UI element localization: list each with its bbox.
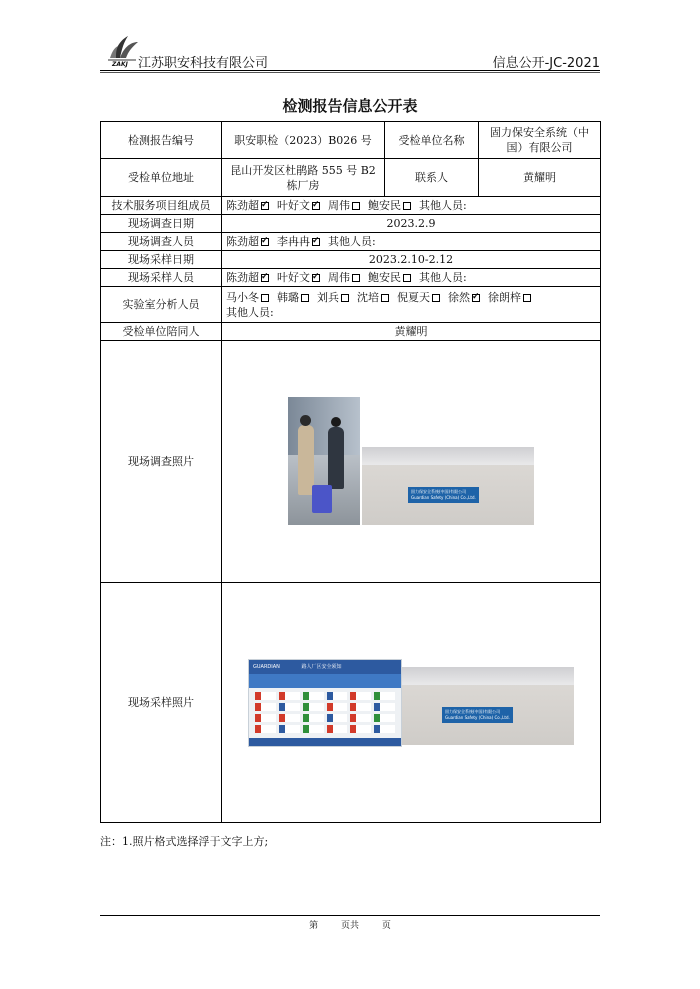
person-entry bbox=[226, 235, 271, 248]
checked-checkbox-icon[interactable] bbox=[261, 238, 269, 246]
unchecked-checkbox-icon[interactable] bbox=[261, 294, 269, 302]
sampling-photos-label: 现场采样照片 bbox=[101, 583, 222, 823]
person-entry bbox=[277, 235, 322, 248]
escort-value: 黄耀明 bbox=[222, 323, 601, 341]
row-sampling-photos bbox=[101, 583, 601, 823]
person-name: 马小冬 bbox=[226, 290, 259, 304]
logo-text: ZAKJ bbox=[112, 61, 128, 68]
person-name: 陈劲超 bbox=[226, 271, 259, 284]
board-title: 路人厂区安全须知 bbox=[301, 664, 342, 670]
document-code: 信息公开-JC-2021 bbox=[492, 56, 600, 71]
unchecked-checkbox-icon[interactable] bbox=[523, 294, 531, 302]
header-rule bbox=[100, 70, 600, 71]
row-sampling-date bbox=[101, 251, 601, 269]
checked-checkbox-icon[interactable] bbox=[261, 274, 269, 282]
person-name: 叶好文 bbox=[277, 271, 310, 284]
unchecked-checkbox-icon[interactable] bbox=[352, 274, 360, 282]
row-sampling-staff bbox=[101, 269, 601, 287]
survey-photos-cell bbox=[222, 341, 601, 583]
survey-date-label: 现场调查日期 bbox=[101, 215, 222, 233]
person-entry bbox=[328, 271, 362, 284]
row-survey-date bbox=[101, 215, 601, 233]
person-name: 其他人员: bbox=[419, 199, 467, 212]
person-entry bbox=[226, 199, 271, 212]
person-entry bbox=[368, 271, 413, 284]
person-entry bbox=[226, 291, 271, 304]
unchecked-checkbox-icon[interactable] bbox=[403, 274, 411, 282]
unchecked-checkbox-icon[interactable] bbox=[341, 294, 349, 302]
sampling-staff-label: 现场采样人员 bbox=[101, 269, 222, 287]
lab-label: 实验室分析人员 bbox=[101, 287, 222, 323]
report-no-label: 检测报告编号 bbox=[101, 122, 222, 159]
tech-team-label: 技术服务项目组成员 bbox=[101, 197, 222, 215]
unchecked-checkbox-icon[interactable] bbox=[403, 202, 411, 210]
person-entry bbox=[277, 271, 322, 284]
unchecked-checkbox-icon[interactable] bbox=[381, 294, 389, 302]
person-name: 周伟 bbox=[328, 199, 350, 212]
escort-label: 受检单位陪同人 bbox=[101, 323, 222, 341]
person-entry bbox=[419, 199, 467, 212]
person-entry bbox=[328, 235, 376, 248]
person-name: 李冉冉 bbox=[277, 235, 310, 248]
footer-page: 第 bbox=[309, 921, 319, 931]
address-label: 受检单位地址 bbox=[101, 159, 222, 197]
person-entry bbox=[226, 271, 271, 284]
lab-staff-list bbox=[226, 290, 596, 305]
footnote: 注：1.照片格式选择浮于文字上方; bbox=[100, 835, 269, 848]
sign-text-en: Guardian Safety (China) Co.,Ltd. bbox=[411, 495, 476, 500]
checked-checkbox-icon[interactable] bbox=[312, 202, 320, 210]
sampling-date-value: 2023.2.10-2.12 bbox=[222, 251, 601, 269]
sampling-photo-sign bbox=[402, 667, 574, 745]
unchecked-checkbox-icon[interactable] bbox=[432, 294, 440, 302]
unchecked-checkbox-icon[interactable] bbox=[301, 294, 309, 302]
info-table bbox=[100, 121, 601, 823]
row-address bbox=[101, 159, 601, 197]
person-entry bbox=[317, 291, 351, 304]
person-name: 其他人员: bbox=[328, 235, 376, 248]
page-header bbox=[100, 32, 600, 72]
survey-photos-label: 现场调查照片 bbox=[101, 341, 222, 583]
person-name: 徐然 bbox=[448, 290, 470, 304]
survey-staff-label: 现场调查人员 bbox=[101, 233, 222, 251]
row-escort bbox=[101, 323, 601, 341]
person-entry bbox=[397, 291, 442, 304]
person-name: 倪夏天 bbox=[397, 290, 430, 304]
row-survey-photos bbox=[101, 341, 601, 583]
company-name: 江苏职安科技有限公司 bbox=[138, 56, 269, 71]
person-entry bbox=[488, 291, 533, 304]
page-footer bbox=[100, 918, 600, 931]
checked-checkbox-icon[interactable] bbox=[261, 202, 269, 210]
contact-value: 黄耀明 bbox=[479, 159, 601, 197]
lab-other: 其他人员: bbox=[226, 305, 274, 319]
person-entry bbox=[368, 199, 413, 212]
survey-photo-workers bbox=[288, 397, 360, 525]
sampling-photos-cell bbox=[222, 583, 601, 823]
footer-end: 页 bbox=[381, 921, 391, 931]
person-name: 徐朗梓 bbox=[488, 290, 521, 304]
person-name: 其他人员: bbox=[419, 271, 467, 284]
person-name: 韩璐 bbox=[277, 290, 299, 304]
footer-rule bbox=[100, 915, 600, 916]
person-entry bbox=[328, 199, 362, 212]
person-name: 陈劲超 bbox=[226, 235, 259, 248]
person-entry bbox=[277, 199, 322, 212]
sampling-staff-list bbox=[222, 269, 601, 287]
sign-text: 固力保安全系统(中国)有限公司 bbox=[445, 709, 501, 714]
report-no-value: 职安职检（2023）B026 号 bbox=[222, 122, 385, 159]
page-title: 检测报告信息公开表 bbox=[282, 97, 418, 115]
survey-staff-list bbox=[222, 233, 601, 251]
person-name: 沈培 bbox=[357, 290, 379, 304]
sampling-photo-safety-board bbox=[248, 659, 402, 747]
row-lab bbox=[101, 287, 601, 323]
address-value: 昆山开发区杜鹃路 555 号 B2 栋厂房 bbox=[222, 159, 385, 197]
row-report-no bbox=[101, 122, 601, 159]
person-name: 陈劲超 bbox=[226, 199, 259, 212]
person-name: 鲍安民 bbox=[368, 199, 401, 212]
person-name: 鲍安民 bbox=[368, 271, 401, 284]
client-label: 受检单位名称 bbox=[385, 122, 479, 159]
person-name: 周伟 bbox=[328, 271, 350, 284]
board-brand: GUARDIAN bbox=[253, 664, 280, 670]
row-tech-team bbox=[101, 197, 601, 215]
client-value: 固力保安全系统（中国）有限公司 bbox=[479, 122, 601, 159]
checked-checkbox-icon[interactable] bbox=[312, 238, 320, 246]
footer-mid: 页共 bbox=[340, 921, 359, 931]
tech-team-list bbox=[222, 197, 601, 215]
checked-checkbox-icon[interactable] bbox=[472, 294, 480, 302]
person-entry bbox=[277, 291, 311, 304]
row-survey-staff bbox=[101, 233, 601, 251]
sign-text-en: Guardian Safety (China) Co.,Ltd. bbox=[445, 715, 510, 720]
person-name: 刘兵 bbox=[317, 290, 339, 304]
survey-photo-sign bbox=[362, 447, 534, 525]
contact-label: 联系人 bbox=[385, 159, 479, 197]
lab-staff-cell bbox=[222, 287, 601, 323]
header-rule-thin bbox=[100, 72, 600, 73]
person-name: 叶好文 bbox=[277, 199, 310, 212]
sampling-date-label: 现场采样日期 bbox=[101, 251, 222, 269]
person-entry bbox=[419, 271, 467, 284]
person-entry bbox=[448, 291, 482, 304]
checked-checkbox-icon[interactable] bbox=[312, 274, 320, 282]
sign-text: 固力保安全系统(中国)有限公司 bbox=[411, 489, 467, 494]
survey-date-value: 2023.2.9 bbox=[222, 215, 601, 233]
unchecked-checkbox-icon[interactable] bbox=[352, 202, 360, 210]
person-entry bbox=[357, 291, 391, 304]
